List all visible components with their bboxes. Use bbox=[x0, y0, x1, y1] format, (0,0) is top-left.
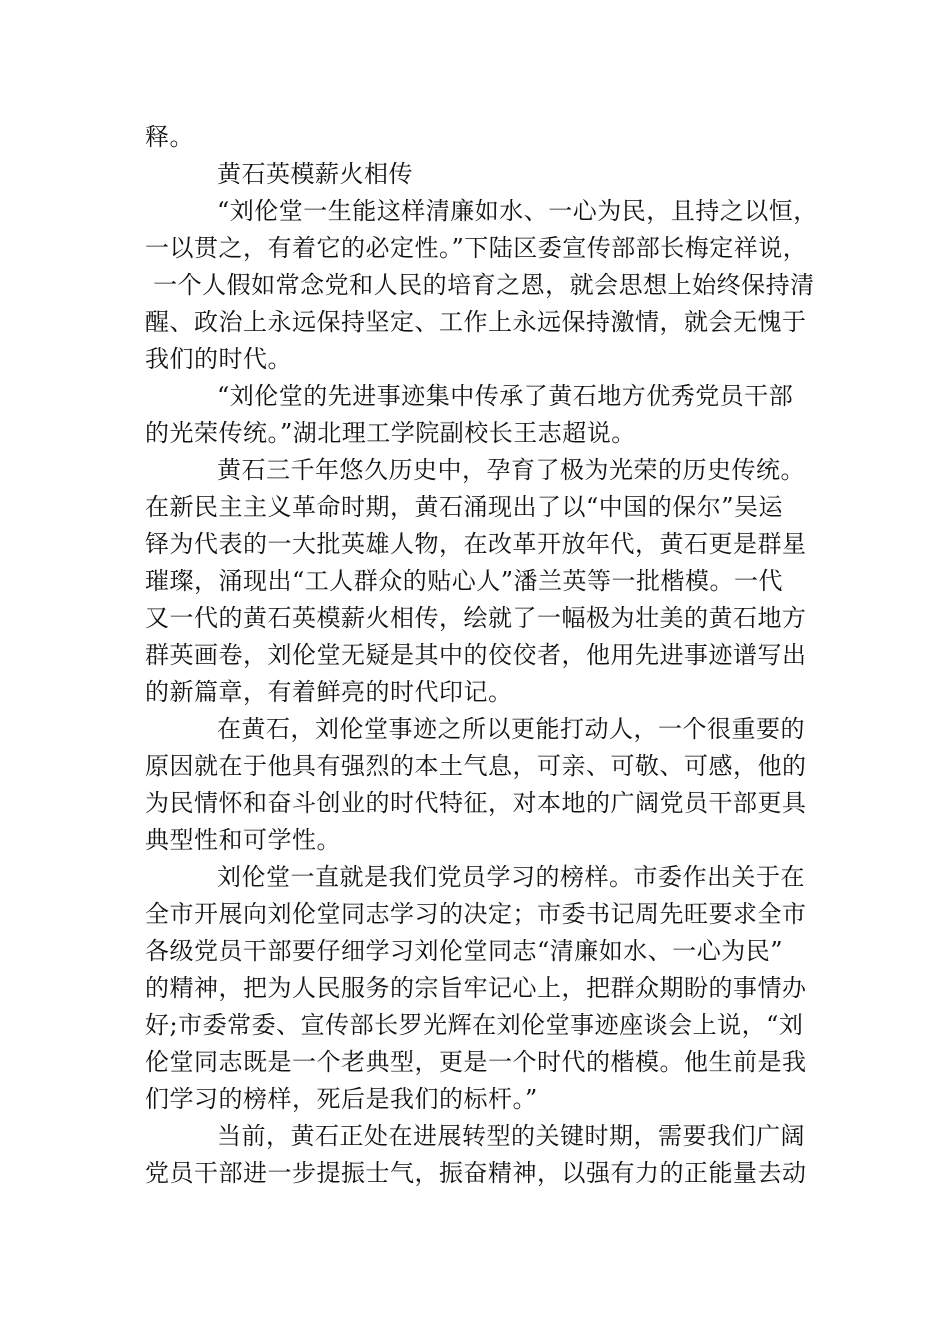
text-line: 伦堂同志既是一个老典型，更是一个时代的楷模。他生前是我 bbox=[145, 1048, 807, 1076]
text-line: “刘伦堂的先进事迹集中传承了黄石地方优秀党员干部 bbox=[217, 382, 794, 410]
text-line: 的光荣传统。”湖北理工学院副校长王志超说。 bbox=[145, 419, 636, 447]
text-line: 释。 bbox=[145, 123, 194, 151]
text-line: 的精神，把为人民服务的宗旨牢记心上，把群众期盼的事情办 bbox=[145, 974, 807, 1002]
text-line: 一个人假如常念党和人民的培育之恩，就会思想上始终保持清 bbox=[145, 271, 815, 299]
text-line: 醒、政治上永远保持坚定、工作上永远保持激情，就会无愧于 bbox=[145, 308, 807, 336]
text-line: 又一代的黄石英模薪火相传，绘就了一幅极为壮美的黄石地方 bbox=[145, 604, 807, 632]
text-line: 为民情怀和奋斗创业的时代特征，对本地的广阔党员干部更具 bbox=[145, 789, 807, 817]
text-line: 黄石三千年悠久历史中，孕育了极为光荣的历史传统。 bbox=[217, 456, 805, 484]
text-line: “刘伦堂一生能这样清廉如水、一心为民，且持之以恒， bbox=[217, 197, 818, 225]
section-heading: 黄石英模薪火相传 bbox=[217, 160, 413, 188]
text-line: 的新篇章，有着鲜亮的时代印记。 bbox=[145, 678, 513, 706]
text-line: 在新民主主义革命时期，黄石涌现出了以“中国的保尔”吴运 bbox=[145, 493, 784, 521]
text-line: 原因就在于他具有强烈的本土气息，可亲、可敬、可感，他的 bbox=[145, 752, 807, 780]
text-line: 全市开展向刘伦堂同志学习的决定；市委书记周先旺要求全市 bbox=[145, 900, 807, 928]
text-line: 刘伦堂一直就是我们党员学习的榜样。市委作出关于在 bbox=[217, 863, 805, 891]
text-line: 党员干部进一步提振士气，振奋精神，以强有力的正能量去动 bbox=[145, 1159, 807, 1187]
text-line: 璀璨，涌现出“工人群众的贴心人”潘兰英等一批楷模。一代 bbox=[145, 567, 784, 595]
text-line: 好;市委常委、宣传部长罗光辉在刘伦堂事迹座谈会上说，“刘 bbox=[145, 1011, 804, 1039]
text-line: 们学习的榜样，死后是我们的标杆。” bbox=[145, 1085, 538, 1113]
text-line: 当前，黄石正处在进展转型的关键时期，需要我们广阔 bbox=[217, 1122, 805, 1150]
text-line: 铎为代表的一大批英雄人物，在改革开放年代，黄石更是群星 bbox=[145, 530, 807, 558]
text-line: 我们的时代。 bbox=[145, 345, 292, 373]
text-line: 群英画卷，刘伦堂无疑是其中的佼佼者，他用先进事迹谱写出 bbox=[145, 641, 807, 669]
text-line: 各级党员干部要仔细学习刘伦堂同志“清廉如水、一心为民” bbox=[145, 937, 784, 965]
text-line: 一以贯之，有着它的必定性。”下陆区委宣传部部长梅定祥说， bbox=[145, 234, 808, 262]
text-line: 典型性和可学性。 bbox=[145, 826, 341, 854]
text-line: 在黄石，刘伦堂事迹之所以更能打动人，一个很重要的 bbox=[217, 715, 805, 743]
